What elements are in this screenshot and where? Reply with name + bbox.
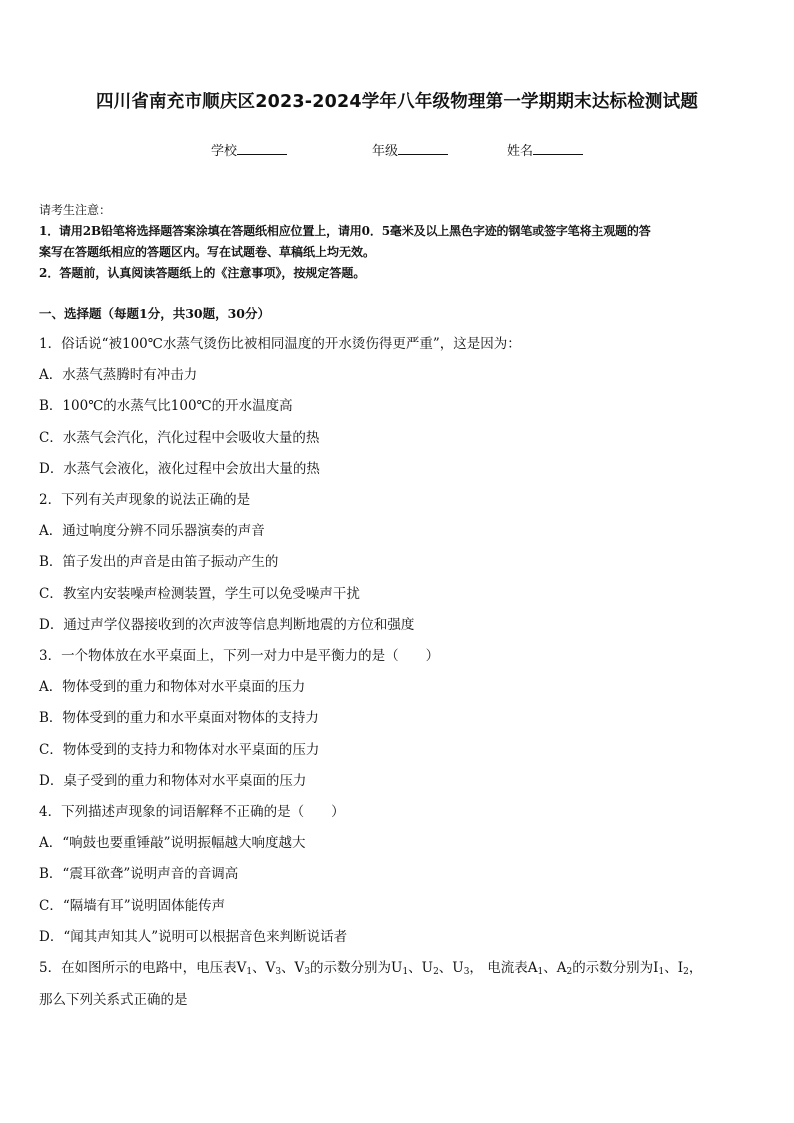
grade-label: 年级	[372, 144, 399, 159]
option-d: D．“闻其声知其人”说明可以根据音色来判断说话者	[39, 929, 348, 945]
q5-sub: 3	[275, 967, 282, 977]
q5-sub: 3	[304, 967, 311, 977]
option-b: B．笛子发出的声音是由笛子振动产生的	[39, 554, 279, 570]
option-a: A．通过响度分辨不同乐器演奏的声音	[39, 523, 265, 539]
option-b: B．100℃的水蒸气比100℃的开水温度高	[39, 398, 293, 414]
question-stem: 3．一个物体放在水平桌面上，下列一对力中是平衡力的是（ ）	[39, 648, 440, 664]
option-c: C．水蒸气会汽化，汽化过程中会吸收大量的热	[39, 430, 320, 446]
option-c: C．教室内安装噪声检测装置，学生可以免受噪声干扰	[39, 586, 360, 602]
option-d: D．通过声学仪器接收到的次声波等信息判断地震的方位和强度	[39, 617, 415, 633]
q5-sub: 2	[566, 967, 573, 977]
q5-sub: 1	[402, 967, 409, 977]
option-a: A．水蒸气蒸腾时有冲击力	[39, 367, 198, 383]
option-c: C．“隔墙有耳”说明固体能传声	[39, 898, 226, 914]
option-d: D．水蒸气会液化，液化过程中会放出大量的热	[39, 461, 320, 477]
q5-text: ， 电流表A	[469, 960, 538, 976]
question-stem	[39, 956, 702, 977]
q5-text: 、U	[438, 960, 464, 976]
q5-sub: 1	[246, 967, 253, 977]
notice-heading: 请考生注意：	[39, 203, 112, 217]
option-b: B．“震耳欲聋”说明声音的音调高	[39, 866, 239, 882]
section-heading: 一、选择题（每题1分，共30题，30分）	[39, 306, 270, 321]
option-d: D．桌子受到的重力和物体对水平桌面的压力	[39, 773, 307, 789]
q5-sub: 1	[658, 967, 665, 977]
q5-text: 、A	[543, 960, 567, 976]
exam-title: 四川省南充市顺庆区2023-2024学年八年级物理第一学期期末达标检测试题	[95, 92, 699, 112]
name-field	[507, 140, 583, 159]
name-blank	[533, 141, 583, 155]
q5-text: 、V	[281, 960, 305, 976]
q5-text: 的示数分别为U	[310, 960, 403, 976]
q5-text: 、U	[408, 960, 434, 976]
grade-field	[372, 140, 448, 159]
name-label: 姓名	[507, 144, 534, 159]
notice-item-1-line-1: 1．请用2B铅笔将选择题答案涂填在答题纸相应位置上，请用0．5毫米及以上黑色字迹的钢笔或签字笔将主观题的答	[39, 224, 651, 238]
school-field	[211, 140, 287, 159]
grade-blank	[398, 141, 448, 155]
notice-item-2: 2．答题前，认真阅读答题纸上的《注意事项》，按规定答题。	[39, 266, 366, 280]
option-c: C．物体受到的支持力和物体对水平桌面的压力	[39, 742, 320, 758]
question-stem-continued: 那么下列关系式正确的是	[39, 992, 188, 1008]
option-b: B．物体受到的重力和水平桌面对物体的支持力	[39, 710, 319, 726]
q5-text: 的示数分别为I	[572, 960, 659, 976]
q5-text: 、V	[252, 960, 276, 976]
q5-sub: 3	[463, 967, 470, 977]
option-a: A．“响鼓也要重锤敲”说明振幅越大响度越大	[39, 835, 306, 851]
q5-text: ，	[688, 960, 703, 976]
q5-text: 5．在如图所示的电路中，电压表V	[39, 960, 247, 976]
q5-text: 、I	[664, 960, 684, 976]
school-label: 学校	[211, 144, 238, 159]
q5-sub: 2	[433, 967, 439, 977]
student-info-fields	[0, 140, 794, 160]
notice-block	[39, 200, 759, 284]
question-stem: 1．俗话说“被100℃水蒸气烫伤比被相同温度的开水烫伤得更严重”，这是因为：	[39, 336, 521, 352]
question-stem: 2．下列有关声现象的说法正确的是	[39, 492, 251, 508]
school-blank	[237, 141, 287, 155]
q5-sub: 1	[537, 967, 544, 977]
q5-sub: 2	[683, 967, 689, 977]
notice-item-1-line-2: 案写在答题纸相应的答题区内。写在试题卷、草稿纸上均无效。	[39, 245, 376, 259]
option-a: A．物体受到的重力和物体对水平桌面的压力	[39, 679, 306, 695]
question-stem: 4．下列描述声现象的词语解释不正确的是（ ）	[39, 804, 345, 820]
